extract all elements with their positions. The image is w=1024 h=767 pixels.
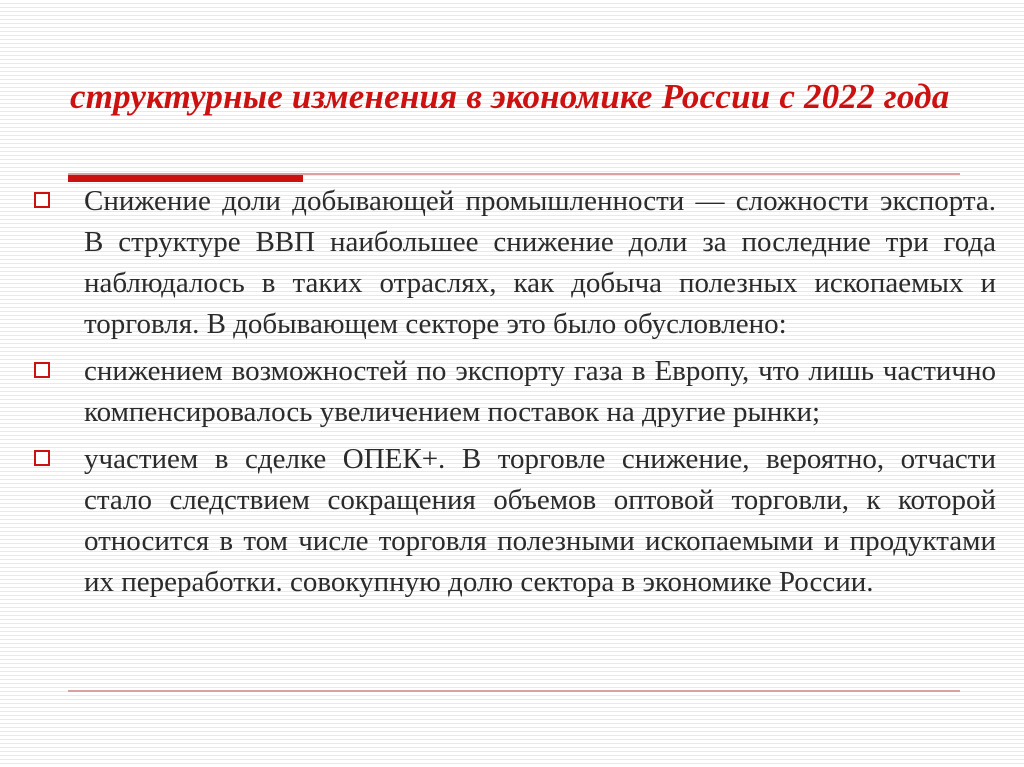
bullet-text: Снижение доли добывающей промышленности — сложности экспорта. В структуре ВВП наибольшее снижение доли за последние три года наблюдалось в таких отраслях, как добыча полезных ископаемых и торговля. В добывающем секторе это было обусловлено: <box>84 185 996 340</box>
bullet-item <box>34 351 996 433</box>
hollow-square-bullet-icon <box>34 192 50 208</box>
bullet-text: участием в сделке ОПЕК+. В торговле снижение, вероятно, отчасти стало следствием сокращения объемов оптовой торговли, к которой относится в том числе торговля полезными ископаемыми и продуктами их переработки. совокупную долю сектора в экономике России. <box>84 443 996 598</box>
bullet-item <box>34 439 996 603</box>
bullet-text: снижением возможностей по экспорту газа в Европу, что лишь частично компенсировалось увеличением поставок на другие рынки; <box>84 355 996 428</box>
hollow-square-bullet-icon <box>34 450 50 466</box>
bottom-rule <box>68 690 960 692</box>
bullet-item <box>34 181 996 345</box>
slide-title: структурные изменения в экономике России с 2022 года <box>70 77 950 116</box>
hollow-square-bullet-icon <box>34 362 50 378</box>
bullet-list <box>34 181 996 609</box>
